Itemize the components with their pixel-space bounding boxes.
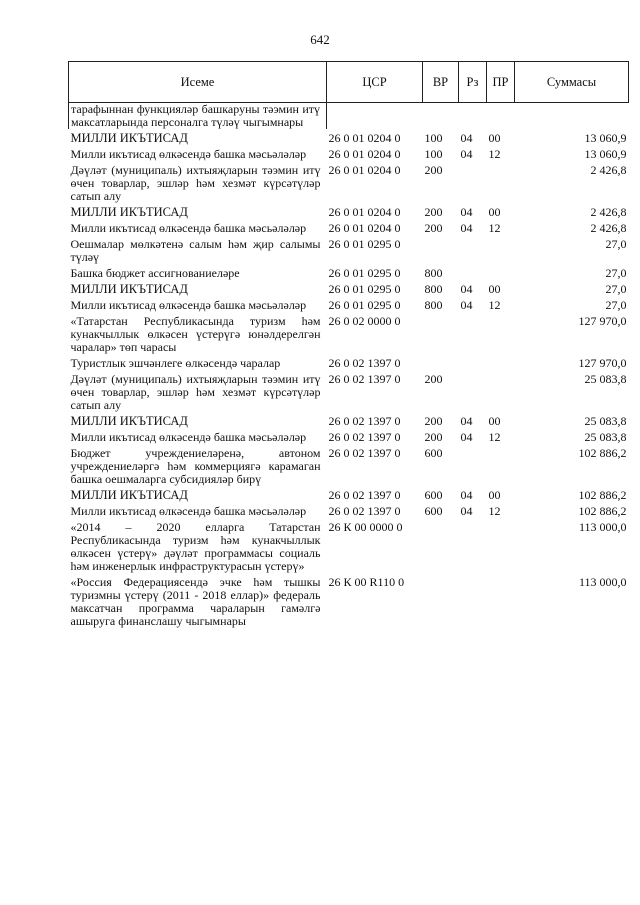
- cell-csr: 26 0 02 0000 0: [328, 314, 401, 328]
- cell-pr: 00: [488, 131, 501, 145]
- cell-vr: 600: [424, 446, 443, 460]
- cell-sum: 27,0: [605, 237, 627, 251]
- cell-sum: 113 000,0: [578, 520, 627, 534]
- table-row: [69, 264, 629, 280]
- budget-table: [68, 61, 629, 628]
- cell-vr: [423, 103, 459, 130]
- cell-sum: 113 000,0: [578, 575, 627, 589]
- cell-rz: [459, 161, 487, 203]
- cell-rz: 04: [460, 221, 473, 235]
- table-row: [69, 518, 629, 573]
- cell-vr: 100: [424, 131, 443, 145]
- header-name: Исеме: [69, 62, 327, 103]
- cell-sum: 27,0: [605, 266, 627, 280]
- header-csr: ЦСР: [327, 62, 423, 103]
- cell-rz: [459, 103, 487, 130]
- cell-vr: 200: [424, 205, 443, 219]
- cell-name: Милли икътисад өлкәсендә башка мәсьәләләр: [70, 221, 307, 235]
- header-pr: ПР: [487, 62, 515, 103]
- page-number: 642: [310, 32, 330, 47]
- cell-csr: 26 0 02 1397 0: [328, 372, 401, 386]
- header-row: [69, 62, 629, 103]
- cell-vr: 800: [424, 266, 443, 280]
- cell-csr: 26 0 01 0295 0: [328, 282, 401, 296]
- cell-csr: [327, 103, 423, 130]
- cell-name: МИЛЛИ ИКЪТИСАД: [70, 205, 188, 219]
- cell-rz: [459, 573, 487, 628]
- cell-name: тарафыннан функцияләр башкаруны тәэмин итү максатларында персоналга түләү чыгымнары: [69, 103, 327, 130]
- table-row: [69, 312, 629, 354]
- cell-rz: [459, 312, 487, 354]
- cell-pr: [487, 103, 515, 130]
- cell-csr: 26 0 01 0295 0: [328, 237, 401, 251]
- cell-vr: 200: [424, 372, 443, 386]
- cell-vr: [423, 573, 459, 628]
- cell-sum: 102 886,2: [578, 446, 627, 460]
- table-row: [69, 280, 629, 296]
- cell-vr: 200: [424, 221, 443, 235]
- cell-sum: 25 083,8: [584, 414, 627, 428]
- cell-sum: 27,0: [605, 298, 627, 312]
- cell-name: Оешмалар мөлкәтенә салым һәм җир салымы түләү: [70, 237, 321, 264]
- cell-pr: 00: [488, 488, 501, 502]
- cell-pr: [487, 235, 515, 264]
- cell-csr: 26 0 01 0204 0: [328, 147, 401, 161]
- table-row: [69, 412, 629, 428]
- cell-name: МИЛЛИ ИКЪТИСАД: [70, 131, 188, 145]
- cell-name: Бюджет учреждениеләренә, автоном учреждениеләргә һәм коммерциягә карамаган башка оешмаларга субсидияләр бирү: [70, 446, 321, 486]
- cell-rz: [459, 444, 487, 486]
- cell-csr: 26 0 01 0204 0: [328, 205, 401, 219]
- cell-rz: [459, 264, 487, 280]
- cell-pr: 00: [488, 205, 501, 219]
- cell-csr: 26 0 01 0204 0: [328, 163, 401, 177]
- cell-rz: 04: [460, 205, 473, 219]
- cell-csr: 26 К 00 R110 0: [328, 575, 405, 589]
- cell-sum: 127 970,0: [578, 356, 627, 370]
- cell-sum: 2 426,8: [590, 205, 627, 219]
- cell-sum: [515, 103, 629, 130]
- cell-pr: 00: [488, 282, 501, 296]
- table-row: [69, 203, 629, 219]
- cell-name: Дәүләт (муниципаль) ихтыяҗларын тәэмин итү өчен товарлар, эшләр һәм хезмәт күрсәтүләр сатып алу: [70, 372, 321, 412]
- cell-name: МИЛЛИ ИКЪТИСАД: [70, 414, 188, 428]
- cell-name: Милли икътисад өлкәсендә башка мәсьәләләр: [70, 298, 307, 312]
- cell-name: Милли икътисад өлкәсендә башка мәсьәләләр: [70, 147, 307, 161]
- header-vr: ВР: [423, 62, 459, 103]
- cell-sum: 2 426,8: [590, 221, 627, 235]
- cell-pr: [487, 518, 515, 573]
- cell-rz: [459, 518, 487, 573]
- cell-rz: 04: [460, 430, 473, 444]
- cell-csr: 26 0 01 0204 0: [328, 221, 401, 235]
- cell-name: Милли икътисад өлкәсендә башка мәсьәләләр: [70, 504, 307, 518]
- cell-csr: 26 0 01 0295 0: [328, 266, 401, 280]
- cell-csr: 26 0 02 1397 0: [328, 446, 401, 460]
- cell-rz: 04: [460, 282, 473, 296]
- cell-rz: 04: [460, 488, 473, 502]
- cell-name: «Россия Федерациясендә эчке һәм тышкы туризмны үстерү (2011 - 2018 еллар)» федераль максатчан программа чараларын гамәлгә ашыруга финанслашу чыгымнары: [70, 575, 321, 628]
- cell-rz: 04: [460, 414, 473, 428]
- cell-rz: 04: [460, 504, 473, 518]
- cell-sum: 102 886,2: [578, 504, 627, 518]
- cell-name: Милли икътисад өлкәсендә башка мәсьәләләр: [70, 430, 307, 444]
- table-row: [69, 103, 629, 130]
- cell-pr: 12: [488, 430, 501, 444]
- table-row: [69, 219, 629, 235]
- cell-vr: 800: [424, 282, 443, 296]
- cell-pr: [487, 264, 515, 280]
- cell-rz: [459, 354, 487, 370]
- cell-csr: 26 0 02 1397 0: [328, 356, 401, 370]
- header-rz: Рз: [459, 62, 487, 103]
- table-row: [69, 370, 629, 412]
- cell-pr: [487, 573, 515, 628]
- cell-vr: [423, 312, 459, 354]
- cell-vr: 200: [424, 414, 443, 428]
- table-row: [69, 486, 629, 502]
- cell-csr: 26 К 00 0000 0: [328, 520, 403, 534]
- cell-csr: 26 0 02 1397 0: [328, 488, 401, 502]
- cell-pr: [487, 354, 515, 370]
- cell-csr: 26 0 01 0295 0: [328, 298, 401, 312]
- cell-csr: 26 0 02 1397 0: [328, 504, 401, 518]
- cell-pr: 00: [488, 414, 501, 428]
- table-row: [69, 354, 629, 370]
- cell-sum: 13 060,9: [584, 147, 627, 161]
- cell-sum: 127 970,0: [578, 314, 627, 328]
- cell-vr: 600: [424, 504, 443, 518]
- cell-vr: 200: [424, 430, 443, 444]
- cell-vr: 800: [424, 298, 443, 312]
- table-row: [69, 145, 629, 161]
- cell-name: Башка бюджет ассигнованиеләре: [70, 266, 240, 280]
- cell-csr: 26 0 02 1397 0: [328, 414, 401, 428]
- cell-rz: [459, 370, 487, 412]
- cell-csr: 26 0 02 1397 0: [328, 430, 401, 444]
- cell-pr: 12: [488, 504, 501, 518]
- budget-table-container: [68, 61, 628, 628]
- cell-sum: 13 060,9: [584, 131, 627, 145]
- table-row: [69, 235, 629, 264]
- cell-pr: [487, 444, 515, 486]
- cell-name: «2014 – 2020 елларга Татарстан Республикасында туризм һәм кунакчыллык өлкәсен үстерү» дәүләт программасы социаль һәм инженерлык инфраструктурасын үстерү»: [70, 520, 321, 573]
- cell-name: МИЛЛИ ИКЪТИСАД: [70, 282, 188, 296]
- cell-pr: [487, 161, 515, 203]
- cell-name: МИЛЛИ ИКЪТИСАД: [70, 488, 188, 502]
- cell-rz: 04: [460, 147, 473, 161]
- cell-pr: 12: [488, 221, 501, 235]
- table-row: [69, 129, 629, 145]
- table-header: [69, 62, 629, 103]
- cell-rz: [459, 235, 487, 264]
- cell-vr: [423, 518, 459, 573]
- cell-vr: 600: [424, 488, 443, 502]
- header-sum: Суммасы: [515, 62, 629, 103]
- cell-sum: 27,0: [605, 282, 627, 296]
- cell-pr: [487, 370, 515, 412]
- cell-sum: 2 426,8: [590, 163, 627, 177]
- cell-sum: 102 886,2: [578, 488, 627, 502]
- cell-name: Дәүләт (муниципаль) ихтыяҗларын тәэмин итү өчен товарлар, эшләр һәм хезмәт күрсәтүләр сатып алу: [70, 163, 321, 203]
- table-row: [69, 502, 629, 518]
- cell-vr: [423, 354, 459, 370]
- cell-sum: 25 083,8: [584, 372, 627, 386]
- table-row: [69, 161, 629, 203]
- table-row: [69, 444, 629, 486]
- cell-vr: [423, 235, 459, 264]
- cell-vr: 100: [424, 147, 443, 161]
- table-body: [69, 103, 629, 629]
- cell-pr: [487, 312, 515, 354]
- cell-vr: 200: [424, 163, 443, 177]
- cell-name: «Татарстан Республикасында туризм һәм кунакчыллык өлкәсен үстерүгә юнәлдерелгән чаралар» төп чарасы: [70, 314, 321, 354]
- cell-sum: 25 083,8: [584, 430, 627, 444]
- cell-rz: 04: [460, 298, 473, 312]
- cell-csr: 26 0 01 0204 0: [328, 131, 401, 145]
- table-row: [69, 296, 629, 312]
- table-row: [69, 573, 629, 628]
- cell-name: Туристлык эшчәнлеге өлкәсендә чаралар: [70, 356, 281, 370]
- cell-rz: 04: [460, 131, 473, 145]
- cell-pr: 12: [488, 147, 501, 161]
- table-row: [69, 428, 629, 444]
- cell-pr: 12: [488, 298, 501, 312]
